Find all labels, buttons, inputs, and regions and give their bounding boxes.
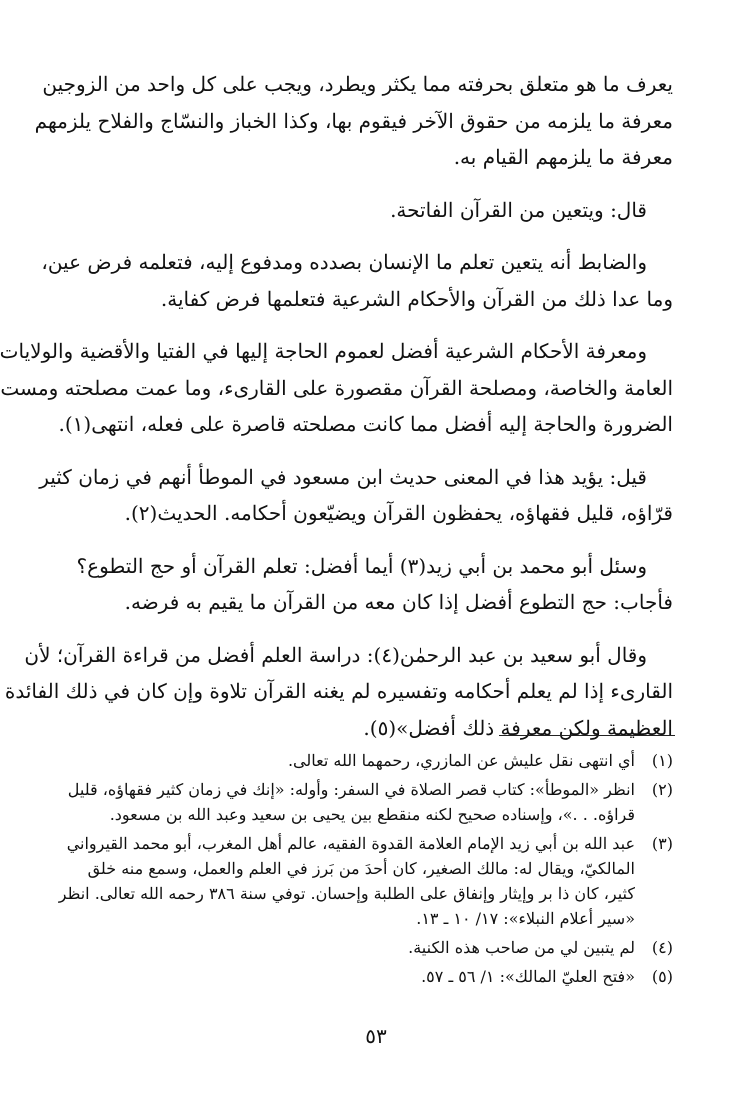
- paragraph: [76, 548, 673, 621]
- footnote-line: كثير، كان ذا بر وإيثار وإنفاق على الطلبة وإحسان. توفي سنة ٣٨٦ رحمه الله تعالى. انظر: [58, 884, 635, 903]
- paragraph: [39, 459, 673, 532]
- footnote-line: أي انتهى نقل عليش عن المازري، رحمهما الله تعالى.: [287, 751, 635, 770]
- text-line: قيل: يؤيد هذا في المعنى حديث ابن مسعود في الموطأ أنهم في زمان كثير: [39, 464, 647, 489]
- footnote: [58, 831, 673, 931]
- footnote-number: (٣): [651, 834, 673, 853]
- text-line: والضابط أنه يتعين تعلم ما الإنسان بصدده ومدفوع إليه، فتعلمه فرض عين،: [41, 250, 647, 274]
- text-line: العامة والخاصة، ومصلحة القرآن مقصورة على القارىء، وما عمت مصلحته ومست: [0, 375, 673, 400]
- book-page: [1, 0, 751, 1113]
- footnote: [85, 748, 673, 773]
- paragraph: [34, 66, 673, 176]
- main-text: [0, 66, 673, 762]
- footnote-number: (١): [651, 751, 673, 770]
- footnote-text: [85, 935, 635, 960]
- footnote-line: «سير أعلام النبلاء»: ١٧/ ١٠ ـ ١٣.: [416, 909, 635, 928]
- footnote-line: انظر «الموطأ»: كتاب قصر الصلاة في السفر: وأوله: «إنك في زمان كثير فقهاؤه، قليل: [67, 780, 635, 799]
- text-line: يعرف ما هو متعلق بحرفته مما يكثر ويطرد، ويجب على كل واحد من الزوجين: [42, 72, 673, 96]
- footnotes: [58, 748, 673, 993]
- footnote-line: المالكيّ، ويقال له: مالك الصغير، كان أحدَ من بَرز في العلم والعمل، وسمع منه خلق: [87, 859, 635, 878]
- text-line: وسئل أبو محمد بن أبي زيد(٣) أيما أفضل: تعلم القرآن أو حج التطوع؟: [76, 553, 647, 578]
- paragraph: [0, 333, 673, 443]
- text-line: معرفة ما يلزمهم القيام به.: [453, 145, 673, 169]
- footnote-divider: [499, 735, 675, 736]
- footnote-text: [85, 748, 635, 773]
- footnote-line: قراؤه. . .»، وإسناده صحيح لكنه منقطع بين يحيى بن سعيد وعبد الله بن مسعود.: [109, 805, 635, 824]
- footnote-number: (٥): [651, 967, 673, 986]
- text-line: العظيمة ولكن معرفة ذلك أفضل»(٥).: [363, 715, 673, 740]
- text-line: فأجاب: حج التطوع أفضل إذا كان معه من القرآن ما يقيم به فرضه.: [124, 590, 673, 614]
- footnote-number: (٢): [651, 780, 673, 799]
- footnote-text: [59, 831, 635, 931]
- page-number: ٥٣: [365, 1024, 387, 1048]
- footnote-line: لم يتبين لي من صاحب هذه الكنية.: [408, 938, 635, 957]
- text-line: معرفة ما يلزمه من حقوق الآخر فيقوم بها، وكذا الخباز والنسّاج والفلاح يلزمهم: [34, 108, 673, 133]
- footnote-line: عبد الله بن أبي زيد الإمام العلامة القدوة الفقيه، عالم أهل المغرب، أبو محمد القيرواني: [66, 834, 635, 853]
- text-line: ومعرفة الأحكام الشرعية أفضل لعموم الحاجة إليها في الفتيا والأقضية والولايات: [0, 339, 647, 363]
- footnote: [85, 935, 673, 960]
- text-line: القارىء إذا لم يعلم أحكامه وتفسيره لم يغنه القرآن تلاوة وإن كان في ذلك الفائدة: [4, 679, 673, 703]
- text-line: الضرورة والحاجة إليه أفضل مما كانت مصلحته قاصرة على فعله، انتهى(١).: [58, 412, 673, 436]
- text-line: وما عدا ذلك من القرآن والأحكام الشرعية فتعلمها فرض كفاية.: [160, 286, 673, 311]
- paragraph: [4, 637, 673, 747]
- text-line: قرّاؤه، قليل فقهاؤه، يحفظون القرآن ويضيّعون أحكامه. الحديث(٢).: [124, 501, 673, 525]
- paragraph: [85, 192, 673, 229]
- footnote-text: [85, 964, 635, 989]
- paragraph: [41, 244, 673, 317]
- footnote-line: «فتح العليّ المالك»: ١/ ٥٦ ـ ٥٧.: [421, 967, 635, 986]
- footnote: [67, 777, 673, 827]
- footnote-text: [68, 777, 635, 827]
- text-line: قال: ويتعين من القرآن الفاتحة.: [390, 197, 647, 222]
- footnote: [85, 964, 673, 989]
- text-line: وقال أبو سعيد بن عبد الرحمٰن(٤): دراسة العلم أفضل من قراءة القرآن؛ لأن: [24, 642, 647, 667]
- footnote-number: (٤): [651, 938, 673, 957]
